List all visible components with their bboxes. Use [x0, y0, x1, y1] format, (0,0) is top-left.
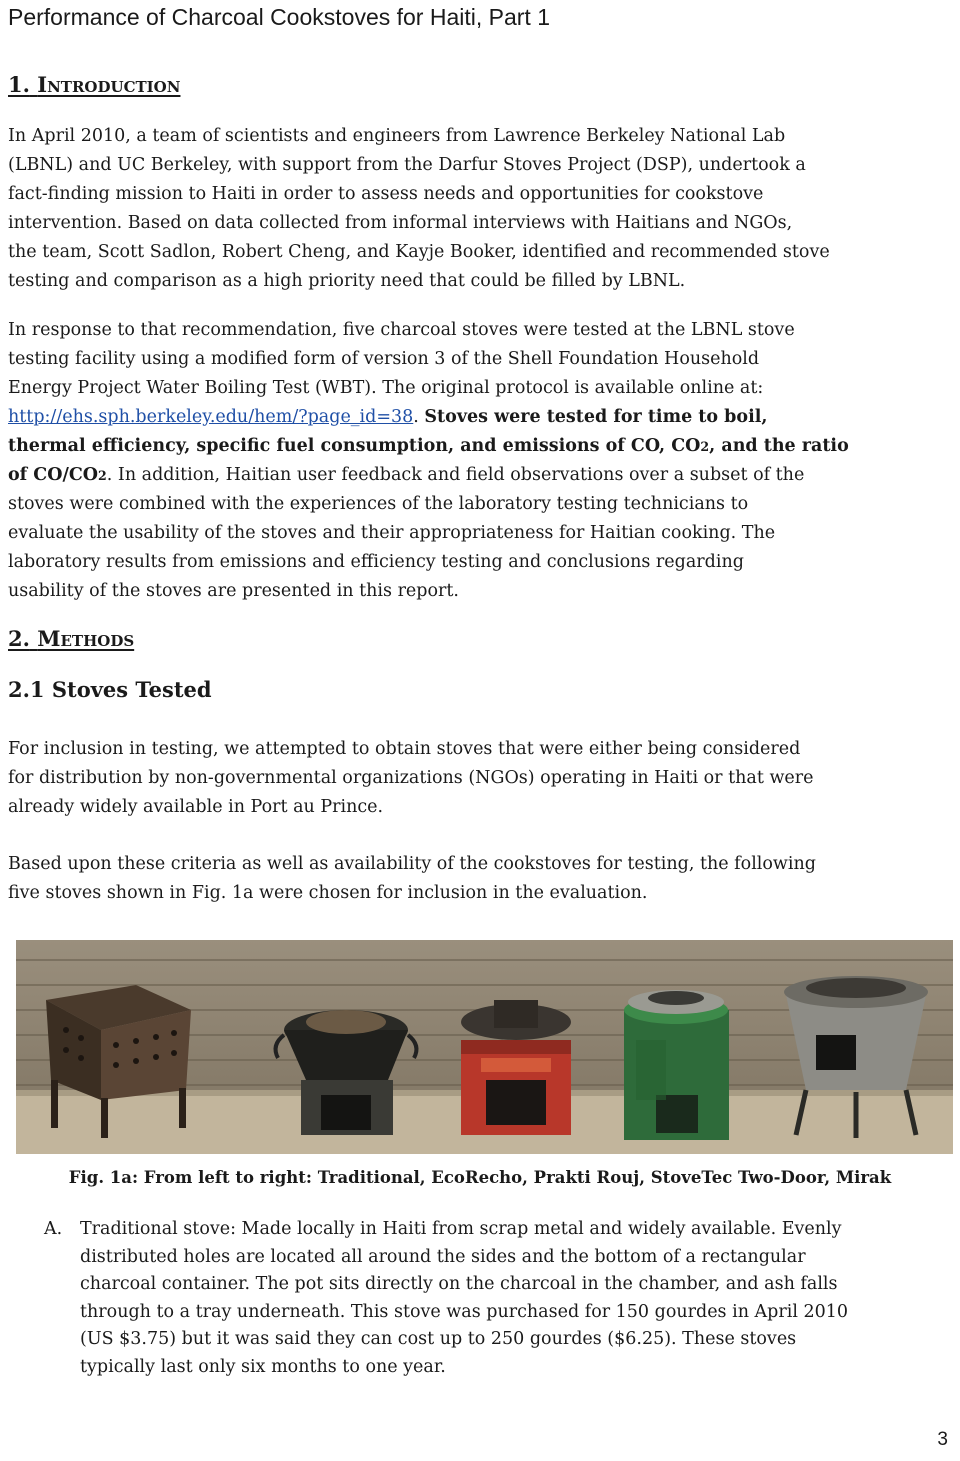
section-title: Introduction [37, 72, 181, 97]
bold-text: Stoves were tested for time to boil, [424, 407, 768, 427]
text-line: distributed holes are located all around the sides and the bottom of a rectangular [80, 1246, 806, 1267]
section-number: 1. [8, 72, 30, 97]
text-fragment: . In addition, Haitian user feedback and field observations over a subset of the [106, 465, 805, 485]
stoves-photo [16, 940, 953, 1154]
text-line: evaluate the usability of the stoves and their appropriateness for Haitian cooking. The [8, 523, 776, 543]
section-number: 2. [8, 626, 30, 651]
text-line: charcoal container. The pot sits directly on the charcoal in the chamber, and ash falls [80, 1274, 838, 1294]
section-title: Stoves Tested [51, 677, 212, 702]
text-line [8, 403, 956, 432]
text-line: testing facility using a modified form of version 3 of the Shell Foundation Household [8, 349, 760, 369]
text-line: fact-finding mission to Haiti in order to assess needs and opportunities for cookstove [8, 184, 764, 204]
intro-paragraph-2 [8, 316, 956, 606]
text-line: usability of the stoves are presented in this report. [8, 581, 459, 601]
protocol-link[interactable]: http://ehs.sph.berkeley.edu/hem/?page_id=38 [8, 407, 414, 427]
section-number: 2.1 [8, 677, 45, 702]
subsection-heading-stoves-tested [8, 677, 212, 702]
intro-paragraph-1 [8, 122, 956, 296]
text-line: the team, Scott Sadlon, Robert Cheng, and Kayje Booker, identified and recommended stove [8, 242, 830, 262]
text-line: for distribution by non-governmental organizations (NGOs) operating in Haiti or that were [8, 768, 814, 788]
stoves-illustration [16, 940, 953, 1154]
text-fragment: . [413, 407, 425, 427]
text-line: In response to that recommendation, five charcoal stoves were tested at the LBNL stove [8, 320, 795, 340]
text-line: Based upon these criteria as well as availability of the cookstoves for testing, the following [8, 854, 816, 874]
bold-text: , and the ratio [709, 436, 849, 456]
bold-text: of CO/CO [8, 465, 99, 485]
methods-paragraph-1 [8, 735, 956, 822]
list-marker: A. [44, 1219, 63, 1239]
text-line: In April 2010, a team of scientists and engineers from Lawrence Berkeley National Lab [8, 126, 786, 146]
prakti-rouj-stove [461, 1000, 571, 1135]
section-heading-introduction [8, 72, 180, 97]
subscript: 2 [700, 439, 710, 454]
text-line [8, 432, 956, 461]
text-line: laboratory results from emissions and efficiency testing and conclusions regarding [8, 552, 744, 572]
text-line: (US $3.75) but it was said they can cost up to 250 gourdes ($6.25). These stoves [80, 1329, 797, 1349]
text-line: five stoves shown in Fig. 1a were chosen for inclusion in the evaluation. [8, 883, 648, 903]
bold-text: thermal efficiency, specific fuel consumption, and emissions of CO, CO [8, 436, 701, 456]
figure-caption: Fig. 1a: From left to right: Traditional, EcoRecho, Prakti Rouj, StoveTec Two-Door, Mirak [68, 1168, 892, 1187]
text-line: already widely available in Port au Prince. [8, 797, 384, 817]
list-item-body [80, 1216, 960, 1381]
section-title: Methods [37, 626, 135, 651]
text-line: through to a tray underneath. This stove was purchased for 150 gourdes in April 2010 [80, 1301, 849, 1322]
text-line: stoves were combined with the experiences of the laboratory testing technicians to [8, 494, 749, 514]
text-line: (LBNL) and UC Berkeley, with support from the Darfur Stoves Project (DSP), undertook a [8, 155, 806, 175]
text-line: typically last only six months to one year. [80, 1356, 446, 1377]
methods-paragraph-2 [8, 850, 956, 908]
text-line: intervention. Based on data collected from informal interviews with Haitians and NGOs, [8, 213, 793, 233]
text-line: Traditional stove: Made locally in Haiti from scrap metal and widely available. Evenly [80, 1219, 842, 1239]
page-header-title: Performance of Charcoal Cookstoves for Haiti, Part 1 [8, 4, 551, 30]
subscript: 2 [98, 468, 107, 483]
page-number: 3 [937, 1429, 948, 1450]
stovetec-stove [624, 990, 729, 1140]
section-heading-methods [8, 626, 134, 651]
text-line [8, 461, 956, 490]
text-line: testing and comparison as a high priority need that could be filled by LBNL. [8, 271, 686, 291]
text-line: For inclusion in testing, we attempted to obtain stoves that were either being considered [8, 739, 801, 759]
text-line: Energy Project Water Boiling Test (WBT). The original protocol is available online at: [8, 378, 764, 398]
